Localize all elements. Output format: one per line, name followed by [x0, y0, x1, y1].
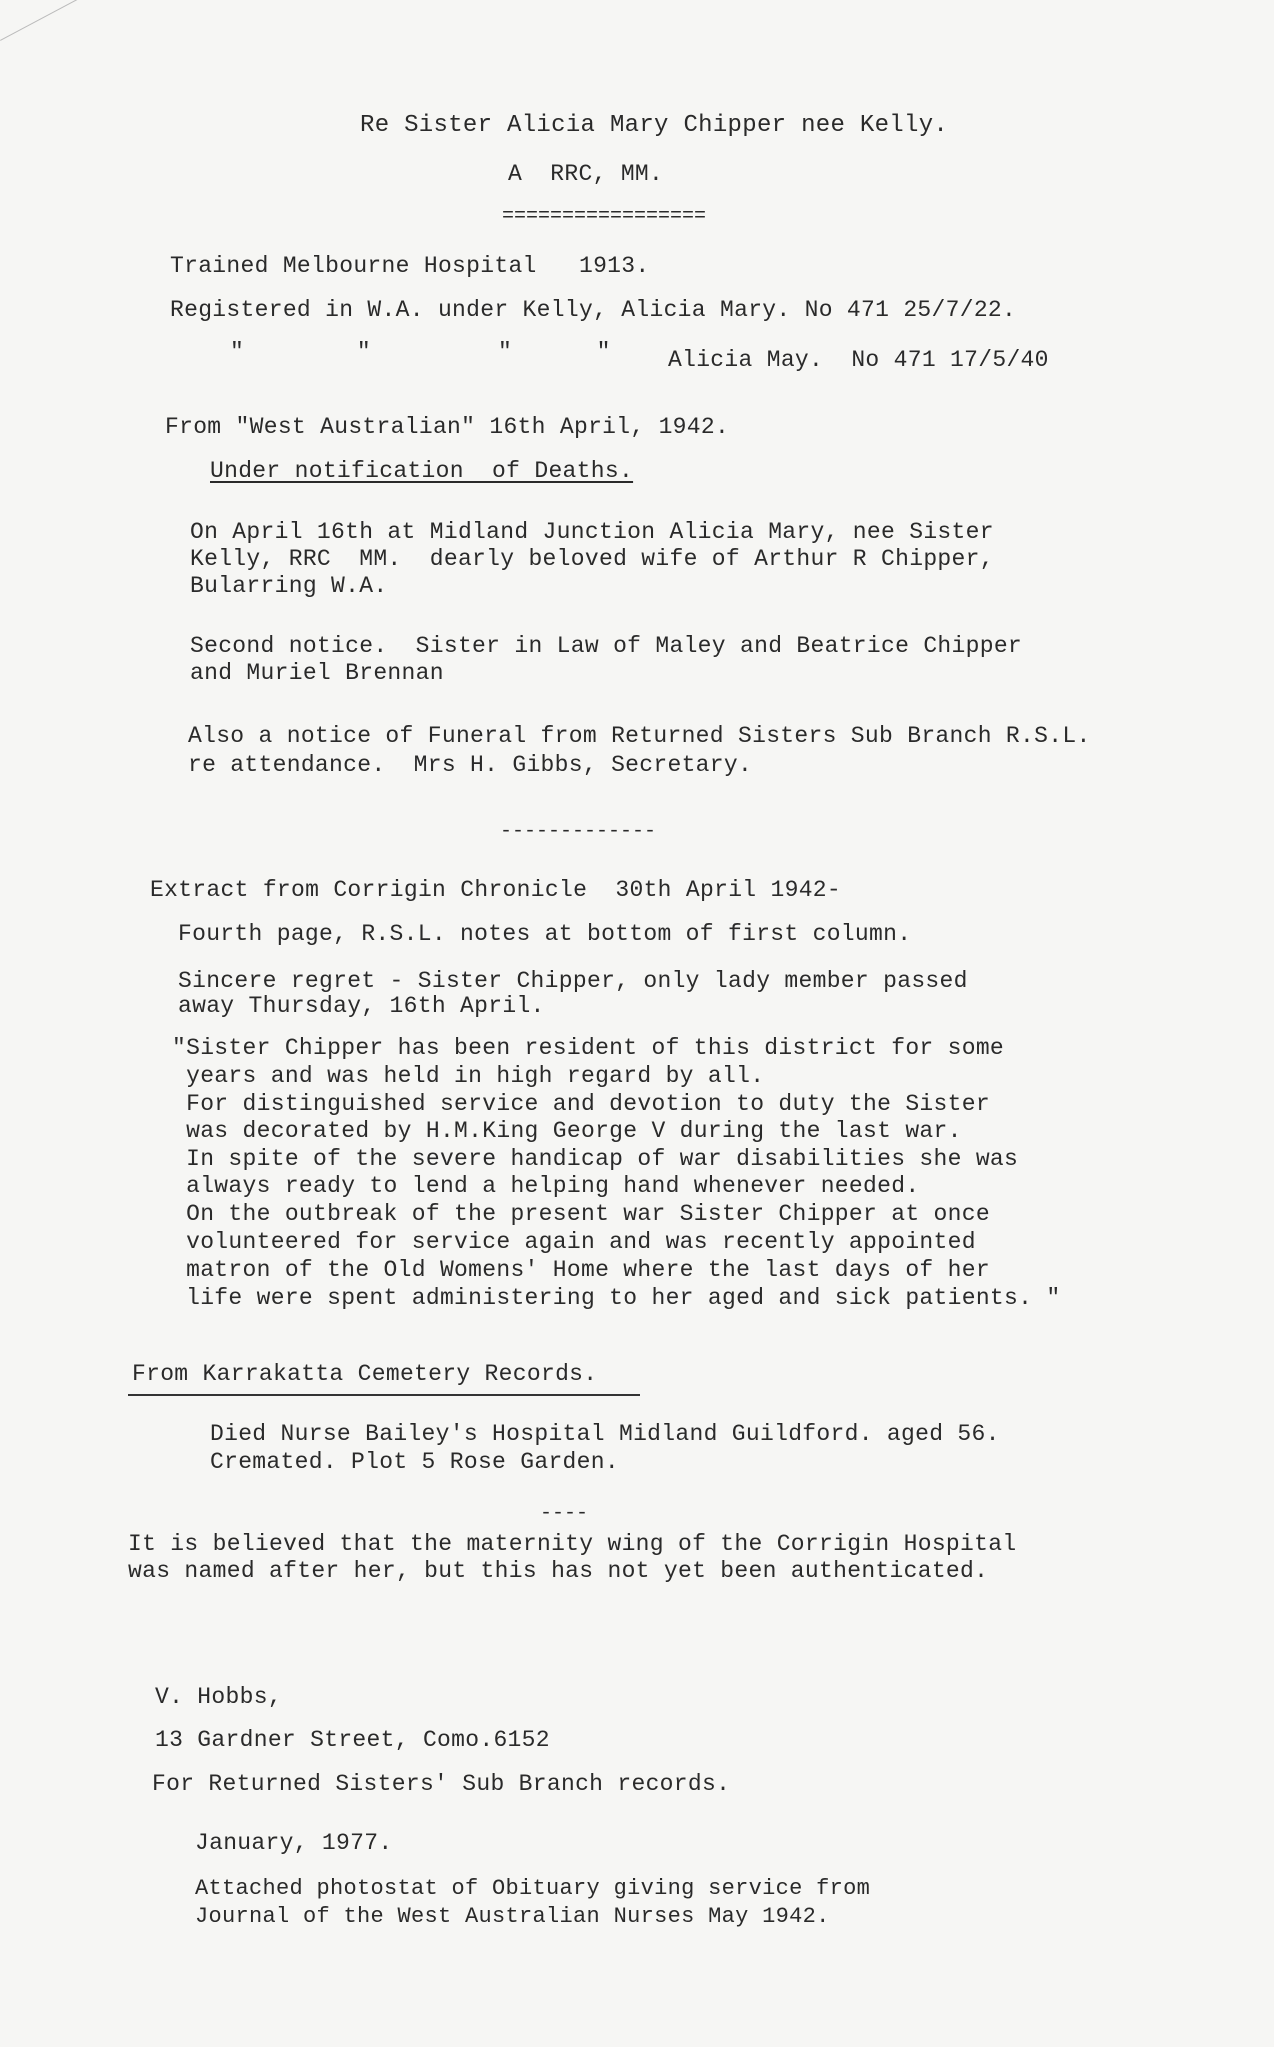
letter-date: January, 1977. — [195, 1830, 393, 1856]
quote-line-3: For distinguished service and devotion to duty the Sister — [172, 1091, 990, 1117]
notice-3-line-1: Also a notice of Funeral from Returned Sisters Sub Branch R.S.L. — [188, 723, 1091, 749]
signatory-address: 13 Gardner Street, Como.6152 — [155, 1727, 550, 1753]
registered-line-1: Registered in W.A. under Kelly, Alicia Mary. No 471 25/7/22. — [170, 297, 1017, 323]
notice-3-line-2: re attendance. Mrs H. Gibbs, Secretary. — [188, 752, 753, 778]
quote-line-10: life were spent administering to her aged and sick patients. " — [172, 1285, 1061, 1311]
attachment-line-1: Attached photostat of Obituary giving service from — [195, 1876, 871, 1901]
ditto-marks: " " " " — [230, 339, 611, 365]
signatory-name: V. Hobbs, — [155, 1684, 282, 1710]
quote-line-4: was decorated by H.M.King George V during the last war. — [172, 1118, 962, 1144]
quote-line-7: On the outbreak of the present war Sister Chipper at once — [172, 1201, 990, 1227]
corrigin-regret-line-1: Sincere regret - Sister Chipper, only lady member passed — [178, 968, 968, 994]
quote-line-8: volunteered for service again and was recently appointed — [172, 1229, 976, 1255]
corrigin-source: Extract from Corrigin Chronicle 30th April 1942- — [150, 877, 842, 903]
records-purpose: For Returned Sisters' Sub Branch records. — [152, 1771, 731, 1797]
quote-line-9: matron of the Old Womens' Home where the last days of her — [172, 1257, 990, 1283]
notice-1-line-2: Kelly, RRC MM. dearly beloved wife of Arthur R Chipper, — [190, 546, 994, 572]
notice-2-line-2: and Muriel Brennan — [190, 660, 444, 686]
middle-divider: ------------- — [500, 820, 657, 843]
corrigin-regret-line-2: away Thursday, 16th April. — [178, 993, 545, 1019]
notice-1-line-3: Bularring W.A. — [190, 573, 388, 599]
attachment-line-2: Journal of the West Australian Nurses May 1942. — [195, 1904, 830, 1929]
belief-line-2: was named after her, but this has not yet been authenticated. — [128, 1558, 989, 1584]
belief-line-1: It is believed that the maternity wing of the Corrigin Hospital — [128, 1531, 1017, 1557]
quote-line-6: always ready to lend a helping hand whenever needed. — [172, 1173, 920, 1199]
karrakatta-heading: From Karrakatta Cemetery Records. — [132, 1361, 598, 1387]
quote-line-5: In spite of the severe handicap of war disabilities she was — [172, 1146, 1019, 1172]
notice-1-line-1: On April 16th at Midland Junction Alicia Mary, nee Sister — [190, 519, 994, 545]
notice-2-line-1: Second notice. Sister in Law of Maley and Beatrice Chipper — [190, 633, 1023, 659]
corrigin-location: Fourth page, R.S.L. notes at bottom of first column. — [178, 921, 912, 947]
west-australian-source: From "West Australian" 16th April, 1942. — [165, 414, 730, 440]
small-divider: ---- — [540, 1502, 589, 1525]
quote-line-2: years and was held in high regard by all. — [172, 1063, 765, 1089]
deaths-heading: Under notification of Deaths. — [210, 458, 634, 484]
quote-line-1: "Sister Chipper has been resident of this district for some — [172, 1035, 1005, 1061]
registered-line-2: Alicia May. No 471 17/5/40 — [668, 347, 1049, 373]
page-scratch-mark — [0, 0, 130, 103]
karrakatta-line-1: Died Nurse Bailey's Hospital Midland Guildford. aged 56. — [210, 1421, 1000, 1447]
title-divider: ================= — [502, 205, 707, 228]
document-title: Re Sister Alicia Mary Chipper nee Kelly. — [360, 112, 949, 139]
trained-line: Trained Melbourne Hospital 1913. — [170, 253, 650, 279]
karrakatta-heading-underline — [128, 1394, 640, 1396]
honours-line: A RRC, MM. — [508, 161, 664, 187]
karrakatta-line-2: Cremated. Plot 5 Rose Garden. — [210, 1449, 619, 1475]
